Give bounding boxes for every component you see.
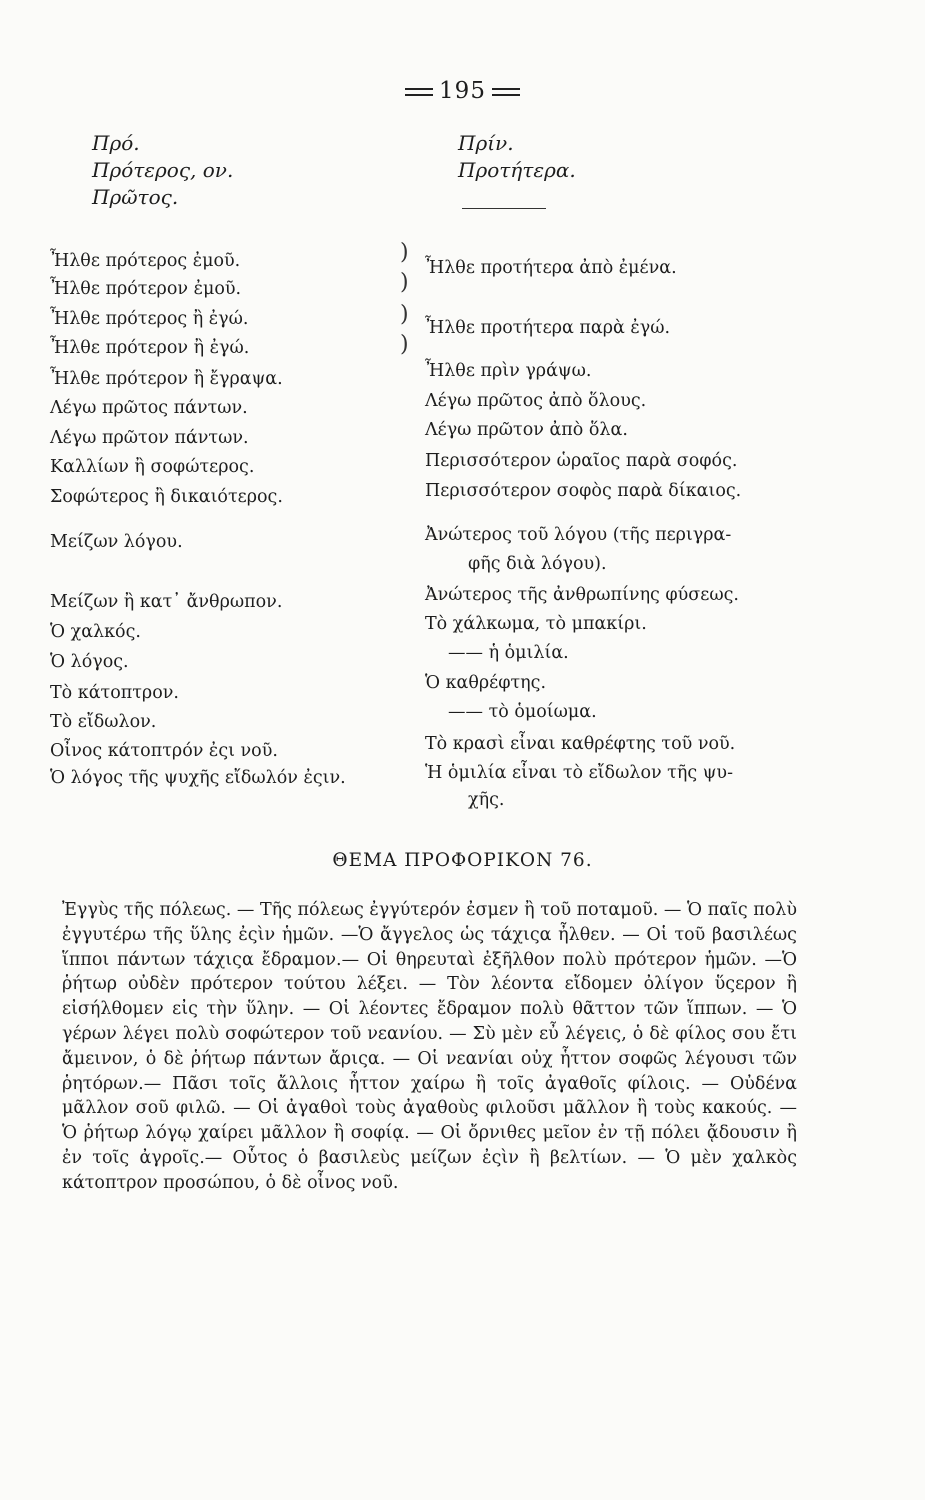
heading-left-line: Πρό. [92, 131, 140, 155]
ornament-dash-right [492, 88, 520, 96]
left-line: Μείζων λόγου. [50, 532, 183, 552]
right-line: Περισσότερον σοφὸς παρὰ δίκαιος. [425, 481, 742, 501]
left-line: Ἦλθε πρότερος ἐμοῦ. [50, 251, 241, 271]
left-line: Σοφώτερος ἢ δικαιότερος. [50, 487, 283, 507]
bracket: ) [400, 332, 409, 357]
right-line: Ὁ καθρέφτης. [425, 673, 547, 693]
left-line: Ἦλθε πρότερον ἢ ἔγραψα. [50, 369, 283, 389]
left-line: Ἦλθε πρότερος ἢ ἐγώ. [50, 309, 249, 329]
right-line: —— τὸ ὁμοίωμα. [448, 702, 597, 722]
exercise-text [62, 898, 797, 1196]
heading-left-line: Πρότερος, ον. [92, 158, 234, 182]
left-line: Ὁ χαλκός. [50, 622, 141, 642]
right-line: Ἡ ὁμιλία εἶναι τὸ εἴδωλον τῆς ψυ- [425, 763, 733, 783]
right-line: —— ἡ ὁμιλία. [448, 643, 569, 663]
right-line: Λέγω πρῶτον ἀπὸ ὅλα. [425, 420, 628, 440]
right-line: Τὸ κρασὶ εἶναι καθρέφτης τοῦ νοῦ. [425, 734, 736, 754]
exercise-paragraph: Ἐγγὺς τῆς πόλεως. — Τῆς πόλεως ἐγγύτερόν ἐσμεν ἢ τοῦ ποταμοῦ. — Ὁ παῖς πολὺ ἐγγυτέρω τῆς ὕλης ἐςὶν ἡμῶν. —Ὁ ἄγγελος ὡς τάχιςα ἦλθεν. — Οἱ τοῦ βασιλέως ἵπποι πάντων τάχιςα ἔδραμον.— Οἱ θηρευταὶ ἐξῆλθον πολὺ πρότερον ἡμῶν. —Ὁ ῥήτωρ οὐδὲν πρότερον τούτου λέξει. — Τὸν λέοντα εἴδομεν ὀλίγον ὕςερον ἢ εἰσήλθομεν εἰς τὴν ὕλην. — Οἱ λέοντες ἔδραμον πολὺ θᾶττον τῶν ἵππων. — Ὁ γέρων λέγει πολὺ σοφώτερον τοῦ νεανίου. — Σὺ μὲν εὖ λέγεις, ὁ δὲ φίλος σου ἔτι ἄμεινον, ὁ δὲ ῥήτωρ πάντων ἄριςα. — Οἱ νεανίαι οὐχ ἧττον σοφῶς λέγουσι τῶν ῥητόρων.— Πᾶσι τοῖς ἄλλοις ἧττον χαίρω ἢ τοῖς ἀγαθοῖς φίλοις. — Οὐδένα μᾶλλον σοῦ φιλῶ. — Οἱ ἀγαθοὶ τοὺς ἀγαθοὺς φιλοῦσι μᾶλλον ἢ τοὺς κακούς. — Ὁ ῥήτωρ λόγῳ χαίρει μᾶλλον ἢ σοφίᾳ. — Οἱ ὄρνιθες μεῖον ἐν τῇ πόλει ᾄδουσιν ἢ ἐν τοῖς ἀγροῖς.— Οὗτος ὁ βασιλεὺς μείζων ἐςὶν ἢ βελτίων. — Ὁ μὲν χαλκὸς κάτοπτρον προσώπου, ὁ δὲ οἶνος νοῦ. [62, 900, 797, 1193]
bracket: ) [400, 270, 409, 295]
right-line: Ἦλθε πρὶν γράψω. [425, 361, 592, 381]
page-number: 195 [0, 78, 925, 104]
left-line: Ὁ λόγος τῆς ψυχῆς εἴδωλόν ἐςιν. [50, 768, 346, 788]
right-line: Ἦλθε προτήτερα ἀπὸ ἐμένα. [425, 258, 677, 278]
heading-right-line: Προτήτερα. [458, 158, 576, 182]
left-line: Τὸ κάτοπτρον. [50, 683, 179, 703]
left-line: Μείζων ἢ κατ᾽ ἄνθρωπον. [50, 592, 283, 612]
left-line: Ἦλθε πρότερον ἐμοῦ. [50, 279, 242, 299]
right-line: Περισσότερον ὡραῖος παρὰ σοφός. [425, 451, 738, 471]
left-line: Τὸ εἴδωλον. [50, 712, 157, 732]
heading-left [92, 130, 233, 211]
right-line: Τὸ χάλκωμα, τὸ μπακίρι. [425, 614, 647, 634]
left-line: Οἶνος κάτοπτρόν ἐςι νοῦ. [50, 741, 278, 761]
left-line: Ὁ λόγος. [50, 652, 129, 672]
right-line: Ἦλθε προτήτερα παρὰ ἐγώ. [425, 318, 671, 338]
heading-left-line: Πρῶτος. [92, 185, 179, 209]
right-line: Λέγω πρῶτος ἀπὸ ὅλους. [425, 391, 647, 411]
left-line: Λέγω πρῶτον πάντων. [50, 428, 249, 448]
right-line: φῆς διὰ λόγου). [468, 554, 607, 574]
right-line: χῆς. [468, 790, 505, 810]
heading-right [458, 130, 576, 184]
heading-rule [462, 208, 546, 209]
left-line: Ἦλθε πρότερον ἢ ἐγώ. [50, 338, 250, 358]
bracket: ) [400, 302, 409, 327]
bracket: ) [400, 240, 409, 265]
right-line: Ἀνώτερος τοῦ λόγου (τῆς περιγρα- [425, 525, 732, 545]
section-title: ΘΕΜΑ ΠΡΟΦΟΡΙΚΟΝ 76. [332, 850, 593, 871]
heading-right-line: Πρίν. [458, 131, 514, 155]
ornament-dash-left [405, 88, 433, 96]
left-line: Λέγω πρῶτος πάντων. [50, 398, 248, 418]
right-line: Ἀνώτερος τῆς ἀνθρωπίνης φύσεως. [425, 585, 739, 605]
left-line: Καλλίων ἢ σοφώτερος. [50, 457, 255, 477]
